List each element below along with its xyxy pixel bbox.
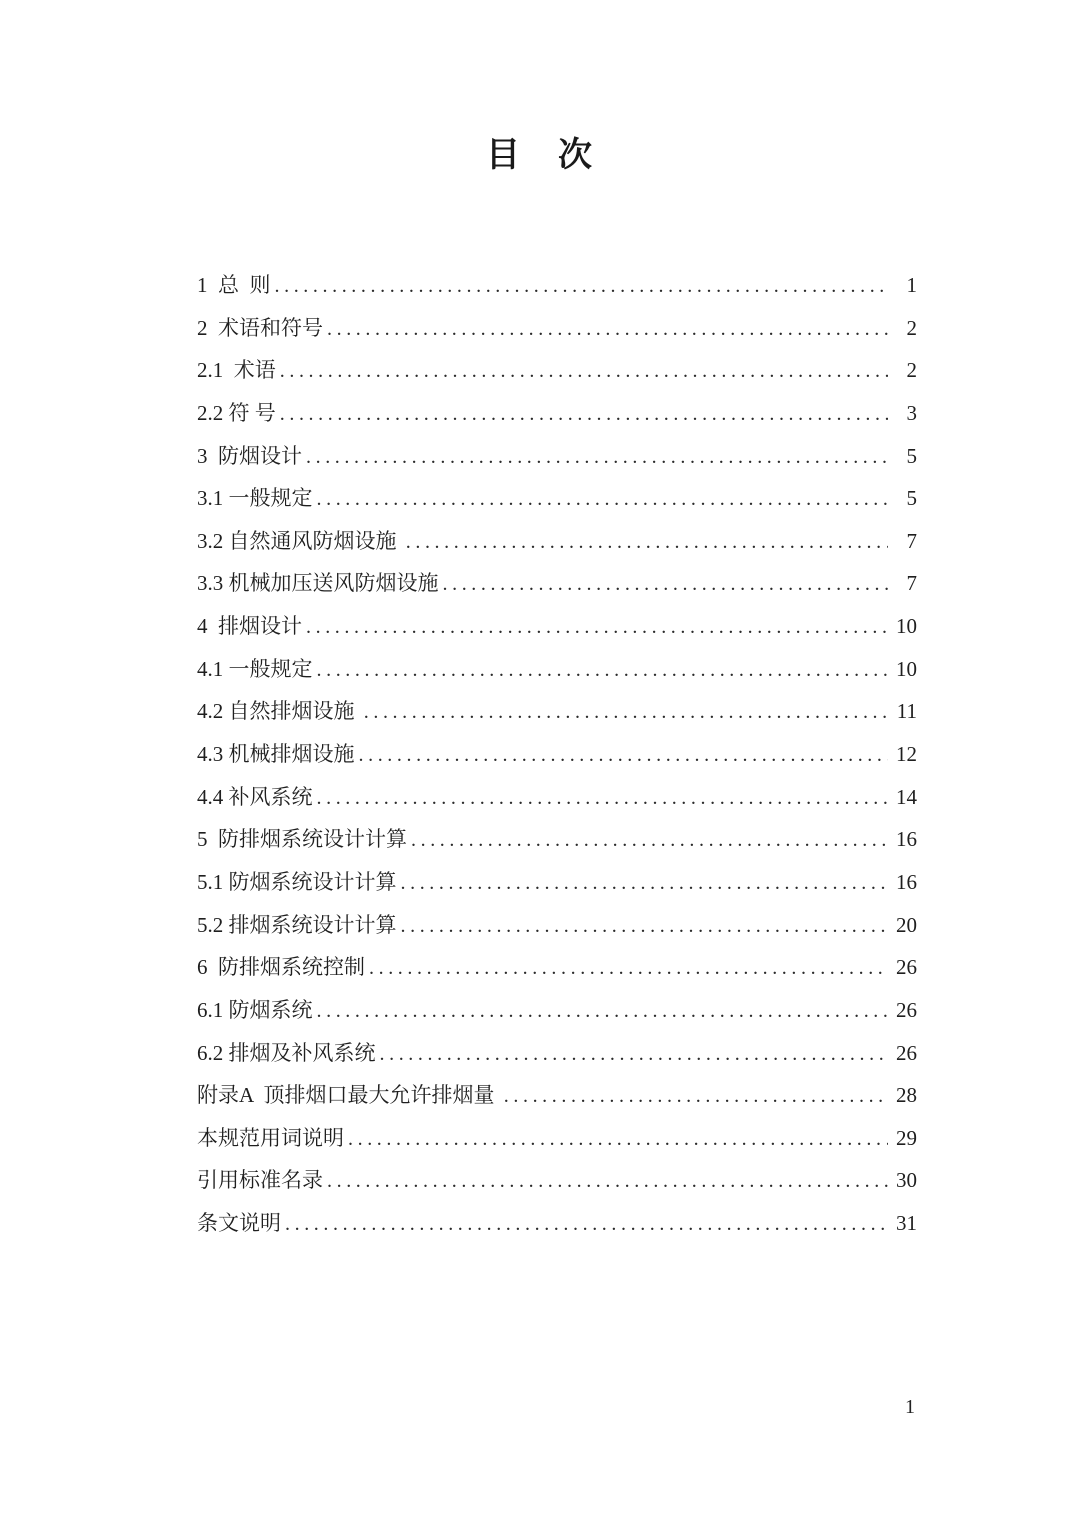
toc-leader-dots <box>317 782 889 813</box>
toc-entry-label: 2.1 术语 <box>197 358 276 383</box>
toc-leader-dots <box>401 910 889 941</box>
toc-entry-page: 16 <box>896 827 917 852</box>
toc-leader-dots <box>306 441 888 472</box>
toc-leader-dots <box>443 568 889 599</box>
toc-entry-page: 30 <box>896 1168 917 1193</box>
toc-entry-label: 3 防烟设计 <box>197 443 302 468</box>
toc-entry <box>197 1038 917 1081</box>
toc-entry-label: 2 术语和符号 <box>197 315 323 340</box>
toc-entry-label: 6.1 防烟系统 <box>197 997 313 1022</box>
toc-leader-dots <box>504 1080 888 1111</box>
toc-entry-label: 4.4 补风系统 <box>197 784 313 809</box>
toc-entry <box>197 696 917 739</box>
toc-entry-page: 5 <box>906 443 917 468</box>
toc-leader-dots <box>411 824 888 855</box>
toc-entry <box>197 1165 917 1208</box>
toc-entry <box>197 270 917 313</box>
toc-entry-page: 7 <box>906 528 917 553</box>
toc-entry-label: 3.3 机械加压送风防烟设施 <box>197 571 439 596</box>
toc-entry-label: 4.2 自然排烟设施 <box>197 699 360 724</box>
toc-entry-label: 条文说明 <box>197 1211 281 1236</box>
toc-entry <box>197 398 917 441</box>
toc-entry-page: 1 <box>906 273 917 297</box>
toc-entry-page: 5 <box>906 486 917 511</box>
toc-entry-page: 3 <box>906 400 917 425</box>
toc-entry-page: 31 <box>896 1211 917 1236</box>
toc-leader-dots <box>380 1038 889 1069</box>
toc-leader-dots <box>280 398 888 429</box>
toc-entry <box>197 355 917 398</box>
toc-entry <box>197 952 917 995</box>
toc-leader-dots <box>369 952 888 983</box>
toc-leader-dots <box>280 355 888 386</box>
toc-entry-label: 3.2 自然通风防烟设施 <box>197 528 402 553</box>
toc-entry-label: 5.2 排烟系统设计计算 <box>197 912 397 937</box>
toc-entry <box>197 1123 917 1166</box>
toc-leader-dots <box>327 1165 888 1196</box>
toc-entry <box>197 483 917 526</box>
toc-entry <box>197 995 917 1038</box>
toc-entry-page: 10 <box>896 656 917 681</box>
toc-entry-page: 26 <box>896 1040 917 1065</box>
toc-entry-label: 6 防排烟系统控制 <box>197 955 365 980</box>
toc-entry-page: 26 <box>896 997 917 1022</box>
footer-page-number: 1 <box>905 1396 915 1418</box>
toc-entry-label: 附录A 顶排烟口最大允许排烟量 <box>197 1083 500 1108</box>
toc-entry <box>197 824 917 867</box>
toc-entry-page: 11 <box>896 699 917 724</box>
toc-entry-page: 10 <box>896 614 917 639</box>
toc-entry-label: 5 防排烟系统设计计算 <box>197 827 407 852</box>
toc-leader-dots <box>364 696 888 727</box>
toc-entry-page: 20 <box>896 912 917 937</box>
page-title: 目 次 <box>486 137 594 174</box>
toc-entry-page: 7 <box>906 571 917 596</box>
toc-entry <box>197 782 917 825</box>
toc-entry-page: 28 <box>896 1083 917 1108</box>
toc-entry <box>197 910 917 953</box>
toc-entry-page: 29 <box>896 1125 917 1150</box>
toc-entry-label: 5.1 防烟系统设计计算 <box>197 869 397 894</box>
toc-entry-label: 4.3 机械排烟设施 <box>197 742 355 767</box>
toc-entry <box>197 739 917 782</box>
toc-entry-page: 2 <box>906 315 917 340</box>
toc-leader-dots <box>275 270 889 301</box>
toc-leader-dots <box>285 1208 888 1239</box>
table-of-contents <box>197 270 917 1251</box>
toc-entry <box>197 526 917 569</box>
toc-leader-dots <box>306 611 888 642</box>
toc-entry-label: 6.2 排烟及补风系统 <box>197 1040 376 1065</box>
toc-entry-label: 1 总 则 <box>197 273 271 297</box>
toc-leader-dots <box>317 995 889 1026</box>
toc-entry-label: 本规范用词说明 <box>197 1125 344 1150</box>
toc-leader-dots <box>401 867 889 898</box>
toc-entry <box>197 654 917 697</box>
toc-leader-dots <box>317 654 889 685</box>
toc-entry <box>197 313 917 356</box>
toc-entry <box>197 1208 917 1251</box>
toc-entry <box>197 611 917 654</box>
toc-entry-page: 12 <box>896 742 917 767</box>
toc-leader-dots <box>348 1123 888 1154</box>
toc-entry-page: 14 <box>896 784 917 809</box>
toc-entry-page: 26 <box>896 955 917 980</box>
toc-entry-label: 引用标准名录 <box>197 1168 323 1193</box>
toc-entry-label: 4 排烟设计 <box>197 614 302 639</box>
toc-entry-page: 2 <box>906 358 917 383</box>
toc-entry-label: 2.2 符 号 <box>197 400 276 425</box>
toc-entry <box>197 1080 917 1123</box>
toc-entry <box>197 568 917 611</box>
toc-leader-dots <box>406 526 888 557</box>
toc-entry-label: 3.1 一般规定 <box>197 486 313 511</box>
toc-entry-page: 16 <box>896 869 917 894</box>
toc-entry <box>197 441 917 484</box>
toc-entry <box>197 867 917 910</box>
toc-leader-dots <box>327 313 888 344</box>
toc-leader-dots <box>317 483 889 514</box>
toc-leader-dots <box>359 739 889 770</box>
toc-entry-label: 4.1 一般规定 <box>197 656 313 681</box>
